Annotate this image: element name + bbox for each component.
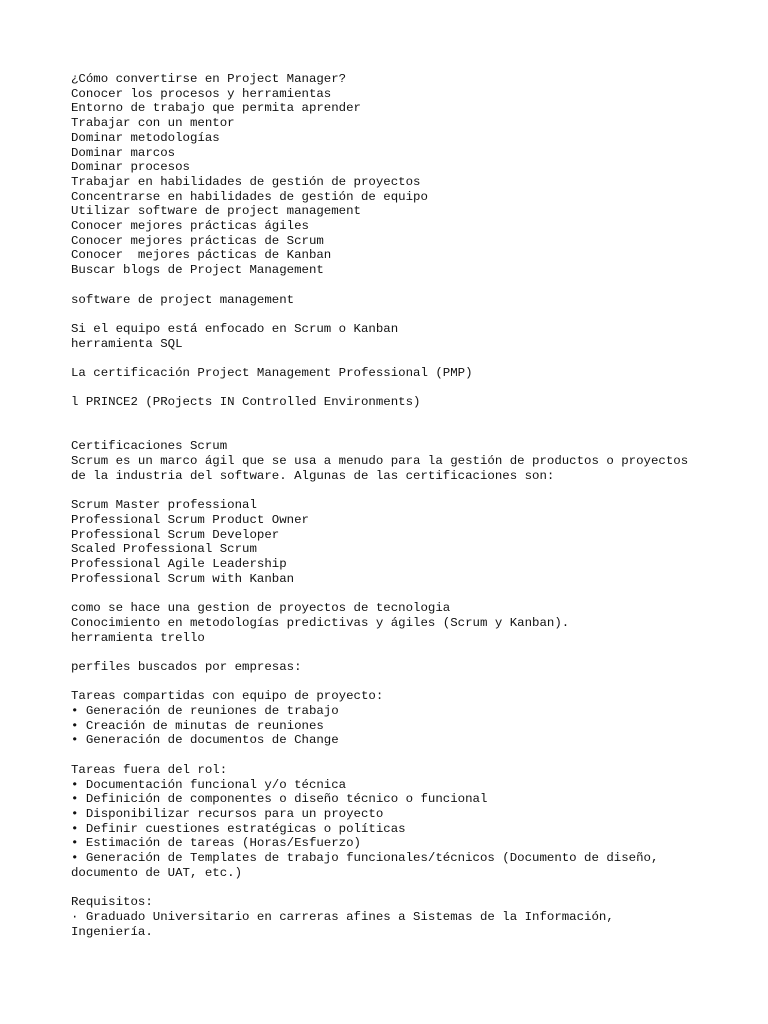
document-line: Ingeniería. [71,924,153,939]
document-line: • Generación de Templates de trabajo funcionales/técnicos (Documento de diseño, [71,851,659,866]
document-text [71,72,711,939]
document-line [71,675,711,690]
document-line: Conocer mejores pácticas de Kanban [71,248,332,263]
document-line: • Estimación de tareas (Horas/Esfuerzo) [71,836,361,851]
document-line: de la industria del software. Algunas de las certificaciones son: [71,468,555,483]
document-line: perfiles buscados por empresas: [71,659,302,674]
document-line: Requisitos: [71,895,153,910]
document-line: Entorno de trabajo que permita aprender [71,101,361,116]
document-line: • Generación de reuniones de trabajo [71,704,339,719]
document-line [71,484,711,499]
document-line: Si el equipo está enfocado en Scrum o Kanban [71,321,399,336]
document-line: Scrum Master professional [71,498,257,513]
document-line: Professional Scrum Product Owner [71,512,309,527]
document-line [71,381,711,396]
document-line: • Definir cuestiones estratégicas o políticas [71,821,406,836]
document-line: Dominar marcos [71,145,176,160]
document-line: l PRINCE2 (PRojects IN Controlled Environments) [71,395,421,410]
document-line: Professional Scrum Developer [71,527,280,542]
document-line [71,278,711,293]
document-line: Concentrarse en habilidades de gestión de equipo [71,189,428,204]
document-line: Scaled Professional Scrum [71,542,257,557]
document-line: Certificaciones Scrum [71,439,228,454]
document-line: herramienta SQL [71,336,183,351]
document-line [71,410,711,425]
document-line: como se hace una gestion de proyectos de tecnologia [71,601,451,616]
document-line: ¿Cómo convertirse en Project Manager? [71,72,347,86]
document-line [71,425,711,440]
document-line: Conocer mejores prácticas de Scrum [71,233,324,248]
document-line: • Creación de minutas de reuniones [71,718,324,733]
document-line: • Generación de documentos de Change [71,733,339,748]
document-line [71,351,711,366]
document-line: Tareas fuera del rol: [71,762,228,777]
document-line: Conocimiento en metodologías predictivas y ágiles (Scrum y Kanban). [71,615,570,630]
document-line [71,307,711,322]
document-line: • Definición de componentes o diseño técnico o funcional [71,792,488,807]
document-line: Trabajar en habilidades de gestión de proyectos [71,174,421,189]
document-line [71,587,711,602]
document-line: Trabajar con un mentor [71,116,235,131]
document-line: Utilizar software de project management [71,204,361,219]
document-line: software de project management [71,292,295,307]
document-line [71,748,711,763]
document-line: Conocer mejores prácticas ágiles [71,219,309,234]
document-line: Dominar procesos [71,160,190,175]
document-line: Buscar blogs de Project Management [71,263,324,278]
document-line [71,645,711,660]
document-line: Professional Agile Leadership [71,557,287,572]
document-line: Scrum es un marco ágil que se usa a menudo para la gestión de productos o proyectos [71,454,689,469]
document-line: • Documentación funcional y/o técnica [71,777,347,792]
document-line: documento de UAT, etc.) [71,865,243,880]
document-line: Conocer los procesos y herramientas [71,86,332,101]
document-line: La certificación Project Management Professional (PMP) [71,366,473,381]
document-line: Dominar metodologías [71,130,220,145]
document-line [71,881,711,896]
document-line: Professional Scrum with Kanban [71,571,295,586]
document-line: · Graduado Universitario en carreras afines a Sistemas de la Información, [71,909,614,924]
document-line: herramienta trello [71,630,205,645]
document-line: Tareas compartidas con equipo de proyecto: [71,689,384,704]
document-line: • Disponibilizar recursos para un proyecto [71,806,384,821]
